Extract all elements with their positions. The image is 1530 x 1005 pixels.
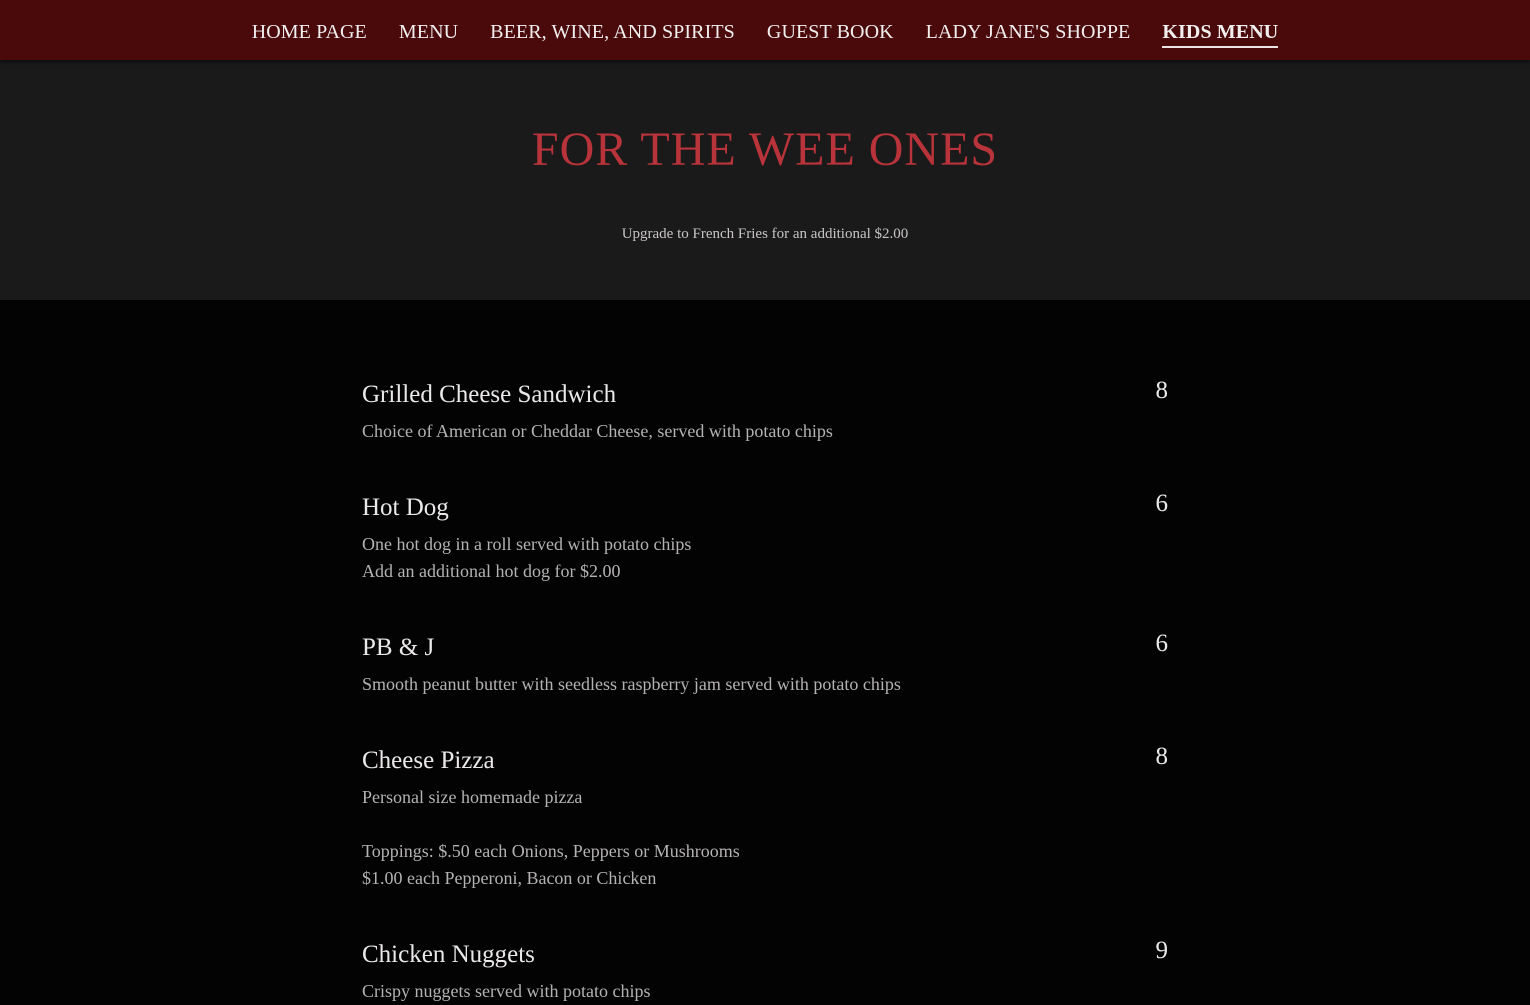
description-line: Choice of American or Cheddar Cheese, served with potato chips xyxy=(362,421,833,441)
description-line: Crispy nuggets served with potato chips xyxy=(362,981,651,1001)
nav-item-kids-menu[interactable]: KIDS MENU xyxy=(1162,20,1278,48)
menu-item-name: PB & J xyxy=(362,634,435,661)
menu-item-name: Chicken Nuggets xyxy=(362,941,535,968)
menu-item-description xyxy=(362,784,1142,892)
description-line: Personal size homemade pizza xyxy=(362,787,583,807)
menu-item-name: Grilled Cheese Sandwich xyxy=(362,381,617,408)
menu-item-price: 8 xyxy=(1155,377,1168,404)
description-line xyxy=(362,811,1142,838)
description-line: $1.00 each Pepperoni, Bacon or Chicken xyxy=(362,868,657,888)
nav-menu xyxy=(0,0,1530,60)
menu-item-name: Hot Dog xyxy=(362,494,449,521)
menu-item-description xyxy=(362,531,1142,585)
nav-item-home-page[interactable]: HOME PAGE xyxy=(251,21,367,43)
top-navigation xyxy=(0,0,1530,60)
page-title: FOR THE WEE ONES xyxy=(531,123,999,176)
menu-item-price: 6 xyxy=(1155,630,1168,657)
menu-item-description xyxy=(362,418,1142,445)
menu-item-price: 9 xyxy=(1155,937,1168,964)
menu-item-name: Cheese Pizza xyxy=(362,747,495,774)
menu-item-price: 8 xyxy=(1155,743,1168,770)
menu-item-description xyxy=(362,671,1142,698)
description-line: Smooth peanut butter with seedless raspberry jam served with potato chips xyxy=(362,674,901,694)
description-line: Add an additional hot dog for $2.00 xyxy=(362,561,621,581)
hero-section xyxy=(0,60,1530,300)
nav-item-beer-wine-spirits[interactable]: BEER, WINE, AND SPIRITS xyxy=(490,21,735,43)
description-line: Toppings: $.50 each Onions, Peppers or Mushrooms xyxy=(362,841,740,861)
page-subtitle: Upgrade to French Fries for an additional $2.00 xyxy=(621,226,909,242)
nav-item-menu[interactable]: MENU xyxy=(398,21,459,43)
menu-item-price: 6 xyxy=(1155,490,1168,517)
description-line: One hot dog in a roll served with potato chips xyxy=(362,534,692,554)
nav-item-lady-janes-shoppe[interactable]: LADY JANE'S SHOPPE xyxy=(925,21,1131,43)
nav-item-guest-book[interactable]: GUEST BOOK xyxy=(766,21,894,43)
